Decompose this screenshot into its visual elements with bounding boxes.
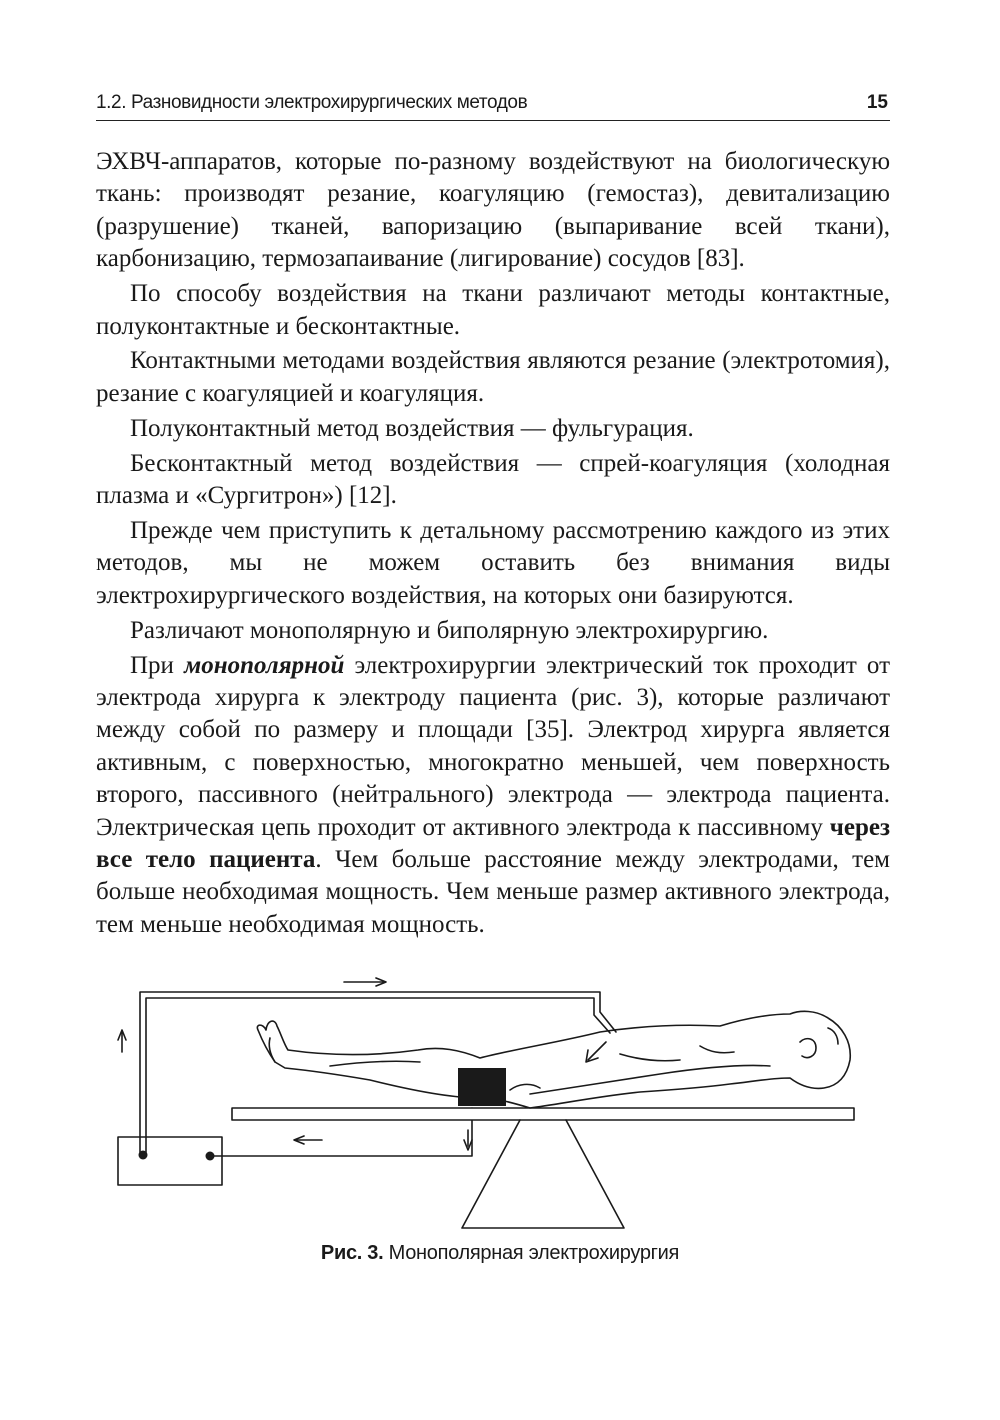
patient-hand	[510, 1084, 540, 1090]
term-monopolar: монополярной	[184, 651, 345, 679]
caption-text: Монополярная электрохирургия	[388, 1242, 680, 1264]
figure-illustration	[100, 970, 880, 1240]
paragraph-1: ЭХВЧ-аппаратов, которые по-разному воздействуют на биологическую ткань: производят резание, коагуляцию (гемостаз), девитализацию (разрушение) тканей, вапоризацию (выпаривание всей ткани), карбонизацию, термозапаивание (лигирование) сосудов [83].	[96, 148, 890, 273]
paragraph-6: Прежде чем приступить к детальному рассмотрению каждого из этих методов, мы не можем оставить без внимания виды электрохирургического воздействия, на которых они базируются.	[96, 516, 890, 609]
paragraph-8-lead: При	[130, 651, 185, 679]
body-text	[96, 146, 890, 944]
patient-head-line	[828, 1028, 838, 1044]
active-wire-outer	[140, 992, 616, 1153]
paragraph-8-part2: . Чем больше расстояние между электродами, тем больше необходимая мощность. Чем меньше размер активного электрода, тем меньше необходимая мощность.	[96, 846, 890, 938]
bold-phrase: через все тело пациента	[96, 813, 890, 874]
paragraph-8-part1: электрохирургии электрический ток проходит от электрода хирурга к электроду пациента (рис. 3), которые различают между собой по размеру и площади [35]. Электрод хирурга является активным, с поверхностью, многократно меньшей, чем поверхность второго, пассивного (нейтрального) электрода — электрода пациента. Электрическая цепь проходит от активного электрода к пассивному	[96, 651, 890, 841]
paragraph-2: По способу воздействия на ткани различают методы контактные, полуконтактные и бесконтактные.	[96, 280, 890, 340]
patient-arm	[530, 1065, 770, 1094]
generator-box	[118, 1137, 222, 1185]
paragraph-7: Различают монополярную и биполярную электрохирургию.	[130, 616, 769, 644]
paragraph-3: Контактными методами воздействия являются резание (электротомия), резание с коагуляцией и коагуляция.	[96, 347, 890, 407]
figure-monopolar-electrosurgery	[100, 970, 880, 1240]
patient-chest-line-2	[700, 1046, 734, 1053]
return-terminal	[206, 1152, 215, 1161]
patient-ear	[800, 1039, 816, 1058]
patient-chest-line	[620, 1054, 680, 1061]
page-number: 15	[866, 92, 888, 113]
running-head	[96, 90, 890, 121]
active-wire-inner	[146, 998, 610, 1153]
patient-plate-electrode	[458, 1068, 506, 1106]
operating-table	[232, 1108, 854, 1120]
paragraph-4: Полуконтактный метод воздействия — фульгурация.	[130, 414, 694, 442]
active-terminal	[139, 1151, 148, 1160]
patient-leg-line	[330, 1061, 420, 1066]
figure-caption	[0, 1242, 1000, 1265]
paragraph-5: Бесконтактный метод воздействия — спрей-коагуляция (холодная плазма и «Сургитрон») [12].	[96, 449, 890, 510]
patient-foot-line	[269, 1038, 275, 1062]
table-stand	[462, 1120, 624, 1228]
patient-outline	[257, 1011, 850, 1108]
arrow-body	[588, 1042, 606, 1060]
section-title: 1.2. Разновидности электрохирургических методов	[96, 92, 528, 113]
caption-label: Рис. 3.	[320, 1242, 384, 1264]
paragraph-8	[96, 650, 890, 942]
